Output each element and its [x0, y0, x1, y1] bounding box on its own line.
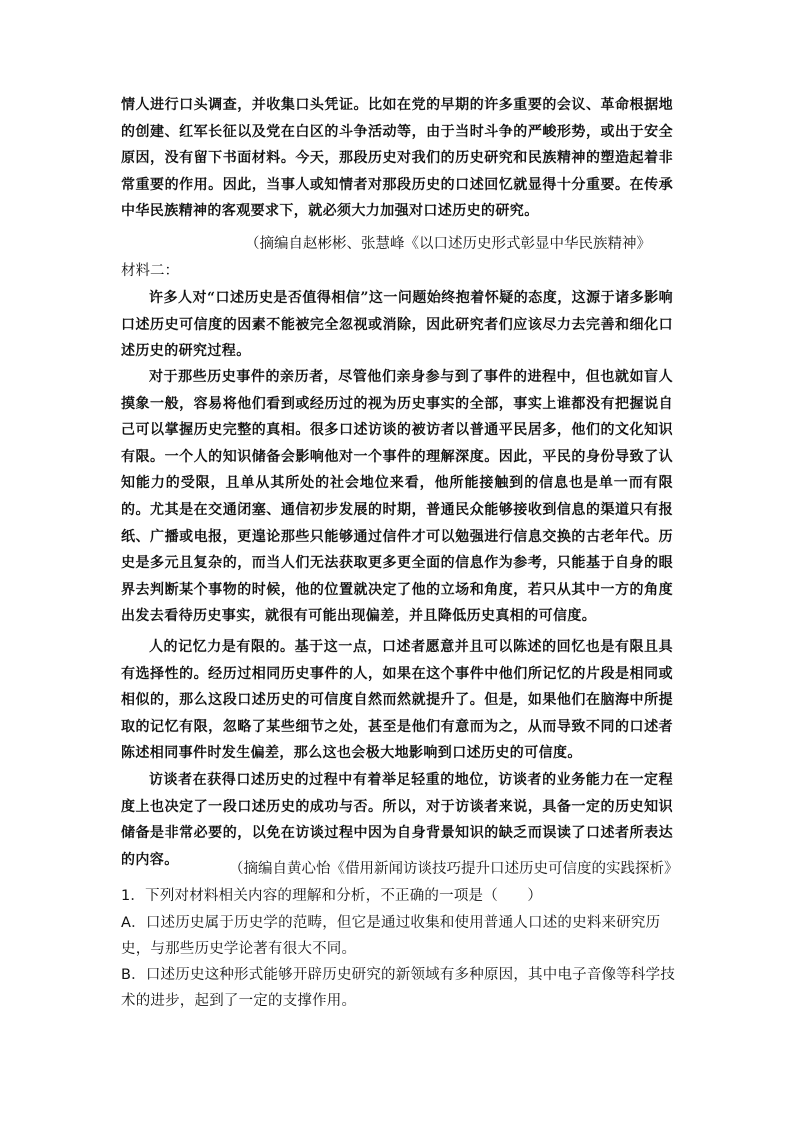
source-citation-2: （摘编自黄心怡《借用新闻访谈技巧提升口述历史可信度的实践探析》 [229, 861, 679, 877]
material2-paragraph-3: 人的记忆力是有限的。基于这一点，口述者愿意并且可以陈述的回忆也是有限且具有选择性的。经历过相同历史事件的人，如果在这个事件中他们所记忆的片段是相同或相似的，那么这段口述历史的可信度自然而然就提升了。但是，如果他们在脑海中所提取的记忆有限，忽略了某些细节之处，甚至是他们有意而为之，从而导致不同的口述者陈述相同事件时发生偏差，那么这也会极大地影响到口述历史的可信度。 [121, 639, 673, 762]
question-1-stem: 1．下列对材料相关内容的理解和分析，不正确的一项是（ ） [121, 888, 543, 904]
question-1-option-b[interactable]: B．口述历史这种形式能够开辟历史研究的新领域有多种原因，其中电子音像等科学技术的进步，起到了一定的支撑作用。 [121, 967, 676, 1009]
question-1-option-a[interactable]: A．口述历史属于历史学的范畴，但它是通过收集和使用普通人口述的史料来研究历史，与那些历史学论著有很大不同。 [121, 915, 661, 957]
material2-paragraph-2: 对于那些历史事件的亲历者，尽管他们亲身参与到了事件的进程中，但也就如盲人摸象一般，容易将他们看到或经历过的视为历史事实的全部，事实上谁都没有把握说自己可以掌握历史完整的真相。很多口述访谈的被访者以普通平民居多，他们的文化知识有限。一个人的知识储备会影响他对一个事件的理解深度。因此，平民的身份导致了认知能力的受限，且单从其所处的社会地位来看，他所能接触到的信息也是单一而有限的。尤其是在交通闭塞、通信初步发展的时期，普通民众能够接收到信息的渠道只有报纸、广播或电报，更遑论那些只能够通过信件才可以勉强进行信息交换的古老年代。历史是多元且复杂的，而当人们无法获取更多更全面的信息作为参考，只能基于自身的眼界去判断某个事物的时候，他的位置就决定了他的立场和角度，若只从其中一方的角度出发去看待历史事实，就很有可能出现偏差，并且降低历史真相的可信度。 [121, 369, 673, 625]
material1-tail-paragraph: 情人进行口头调查，并收集口头凭证。比如在党的早期的许多重要的会议、革命根据地的创建、红军长征以及党在白区的斗争活动等，由于当时斗争的严峻形势，或出于安全原因，没有留下书面材料。今天，那段历史对我们的历史研究和民族精神的塑造起着非常重要的作用。因此，当事人或知情者对那段历史的口述回忆就显得十分重要。在传承中华民族精神的客观要求下，就必须大力加强对口述历史的研究。 [121, 97, 673, 220]
material2-paragraph-1: 许多人对“口述历史是否值得相信”这一问题始终抱着怀疑的态度，这源于诸多影响口述历史可信度的因素不能被完全忽视或消除，因此研究者们应该尽力去完善和细化口述历史的研究过程。 [121, 290, 673, 360]
material2-heading: 材料二： [121, 263, 179, 279]
material2-paragraph-4: 访谈者在获得口述历史的过程中有着举足轻重的地位，访谈者的业务能力在一定程度上也决定了一段口述历史的成功与否。所以，对于访谈者来说，具备一定的历史知识储备是非常必要的，以免在访谈过程中因为自身背景知识的缺乏而误读了口述者所表达的内容。 [121, 772, 673, 868]
source-citation-1: （摘编自赵彬彬、张慧峰《以口述历史形式彰显中华民族精神》 [245, 236, 651, 252]
